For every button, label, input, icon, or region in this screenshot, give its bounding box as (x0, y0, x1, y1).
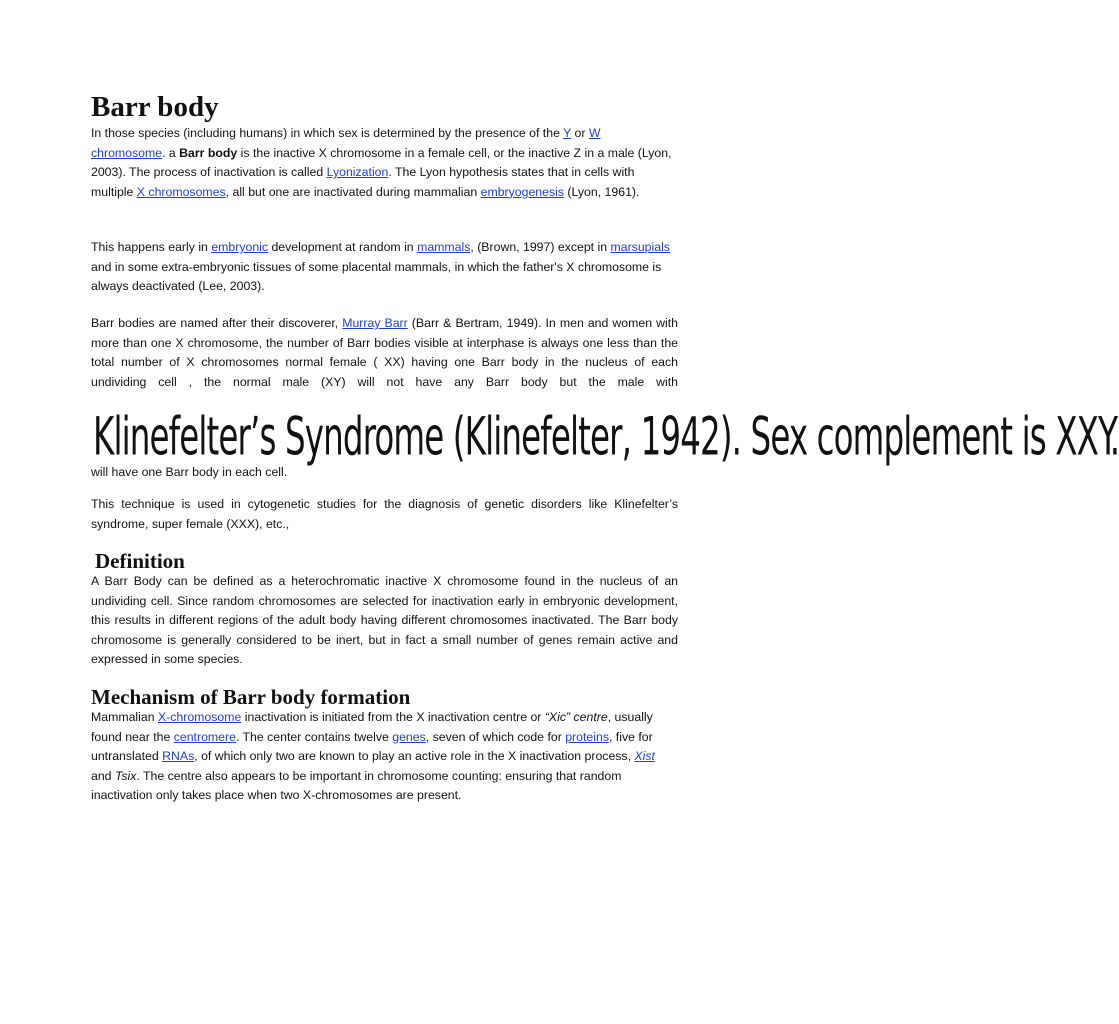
paragraph-development: This happens early in embryonic development at random in mammals, (Brown, 1997) except in marsupials and in some extra-embryonic tissues of some placental mammals, in which the father's X chromosome is always deactivated (Lee, 2003). (91, 240, 670, 294)
link-murray-barr[interactable]: Murray Barr (342, 316, 408, 330)
link-w[interactable]: W (588, 126, 601, 140)
link-x-chromosome[interactable]: X-chromosome (157, 710, 242, 724)
heading-mechanism: Mechanism of Barr body formation (91, 685, 411, 709)
paragraph-definition: A Barr Body can be defined as a heterochromatic inactive X chromosome found in the nucleus of an undividing cell. Since random chromosomes are selected for inactivation early in embryonic development, this results in different regions of the adult body having different chromosomes inactivated. The Barr body chromosome is generally considered to be inert, but in fact a small number of genes remain active and expressed in some species. (91, 574, 678, 667)
link-lyonization[interactable]: Lyonization (326, 165, 389, 180)
paragraph-discoverer: Barr bodies are named after their discoverer, Murray Barr (Barr & Bertram, 1949). In men and women with more than one X chromosome, the number of Barr bodies visible at interphase is always one less than the total number of X chromosomes normal female ( XX) having one Barr body in the nucleus of each undividing cell , the normal male (XY) will not have any Barr body but the male with (91, 316, 678, 389)
link-centromere[interactable]: centromere (173, 729, 236, 744)
link-y[interactable]: Y (563, 126, 572, 140)
bold-barr-body: Barr body (179, 145, 238, 160)
paragraph-continuation: will have one Barr body in each cell. (91, 465, 288, 479)
large-syndrome-text: Klinefelter’s Syndrome (Klinefelter, 1942). Sex complement is XXY. (93, 405, 1119, 467)
link-x-chromosomes[interactable]: X chromosomes (136, 184, 226, 199)
page-title: Barr body (91, 91, 219, 123)
italic-tsix: Tsix (114, 768, 137, 783)
link-rnas[interactable]: RNAs (162, 749, 195, 764)
link-proteins[interactable]: proteins (565, 729, 609, 744)
link-mammals[interactable]: mammals (417, 240, 471, 254)
paragraph-mechanism: Mammalian X-chromosome inactivation is initiated from the X inactivation centre or “Xic” centre, usually found near the centromere. The center contains twelve genes, seven of which code for proteins, five for untranslated RNAs, of which only two are known to play an active role in the X inactivation process, Xist and Tsix. The centre also appears to be important in chromosome counting: ensuring that random inactivation only takes place when two X-chromosomes are present. (91, 710, 655, 803)
link-marsupials[interactable]: marsupials (610, 240, 670, 254)
paragraph-technique: This technique is used in cytogenetic studies for the diagnosis of genetic disorders like Klinefelter’s syndrome, super female (XXX), etc., (91, 497, 678, 531)
link-embryonic[interactable]: embryonic (211, 240, 269, 254)
link-chromosome[interactable]: chromosome (91, 145, 163, 160)
link-embryogenesis[interactable]: embryogenesis (480, 184, 564, 199)
link-genes[interactable]: genes (392, 729, 426, 744)
heading-definition: Definition (95, 549, 185, 573)
paragraph-intro: In those species (including humans) in which sex is determined by the presence of the Y or W chromosome. a Barr body is the inactive X chromosome in a female cell, or the inactive Z in a male (Lyon, 2003). The process of inactivation is called Lyonization. The Lyon hypothesis states that in cells with multiple X chromosomes, all but one are inactivated during mammalian embryogenesis (Lyon, 1961). (91, 126, 672, 199)
italic-xic-centre: “Xic” centre (544, 710, 608, 724)
link-xist[interactable]: Xist (634, 749, 655, 764)
